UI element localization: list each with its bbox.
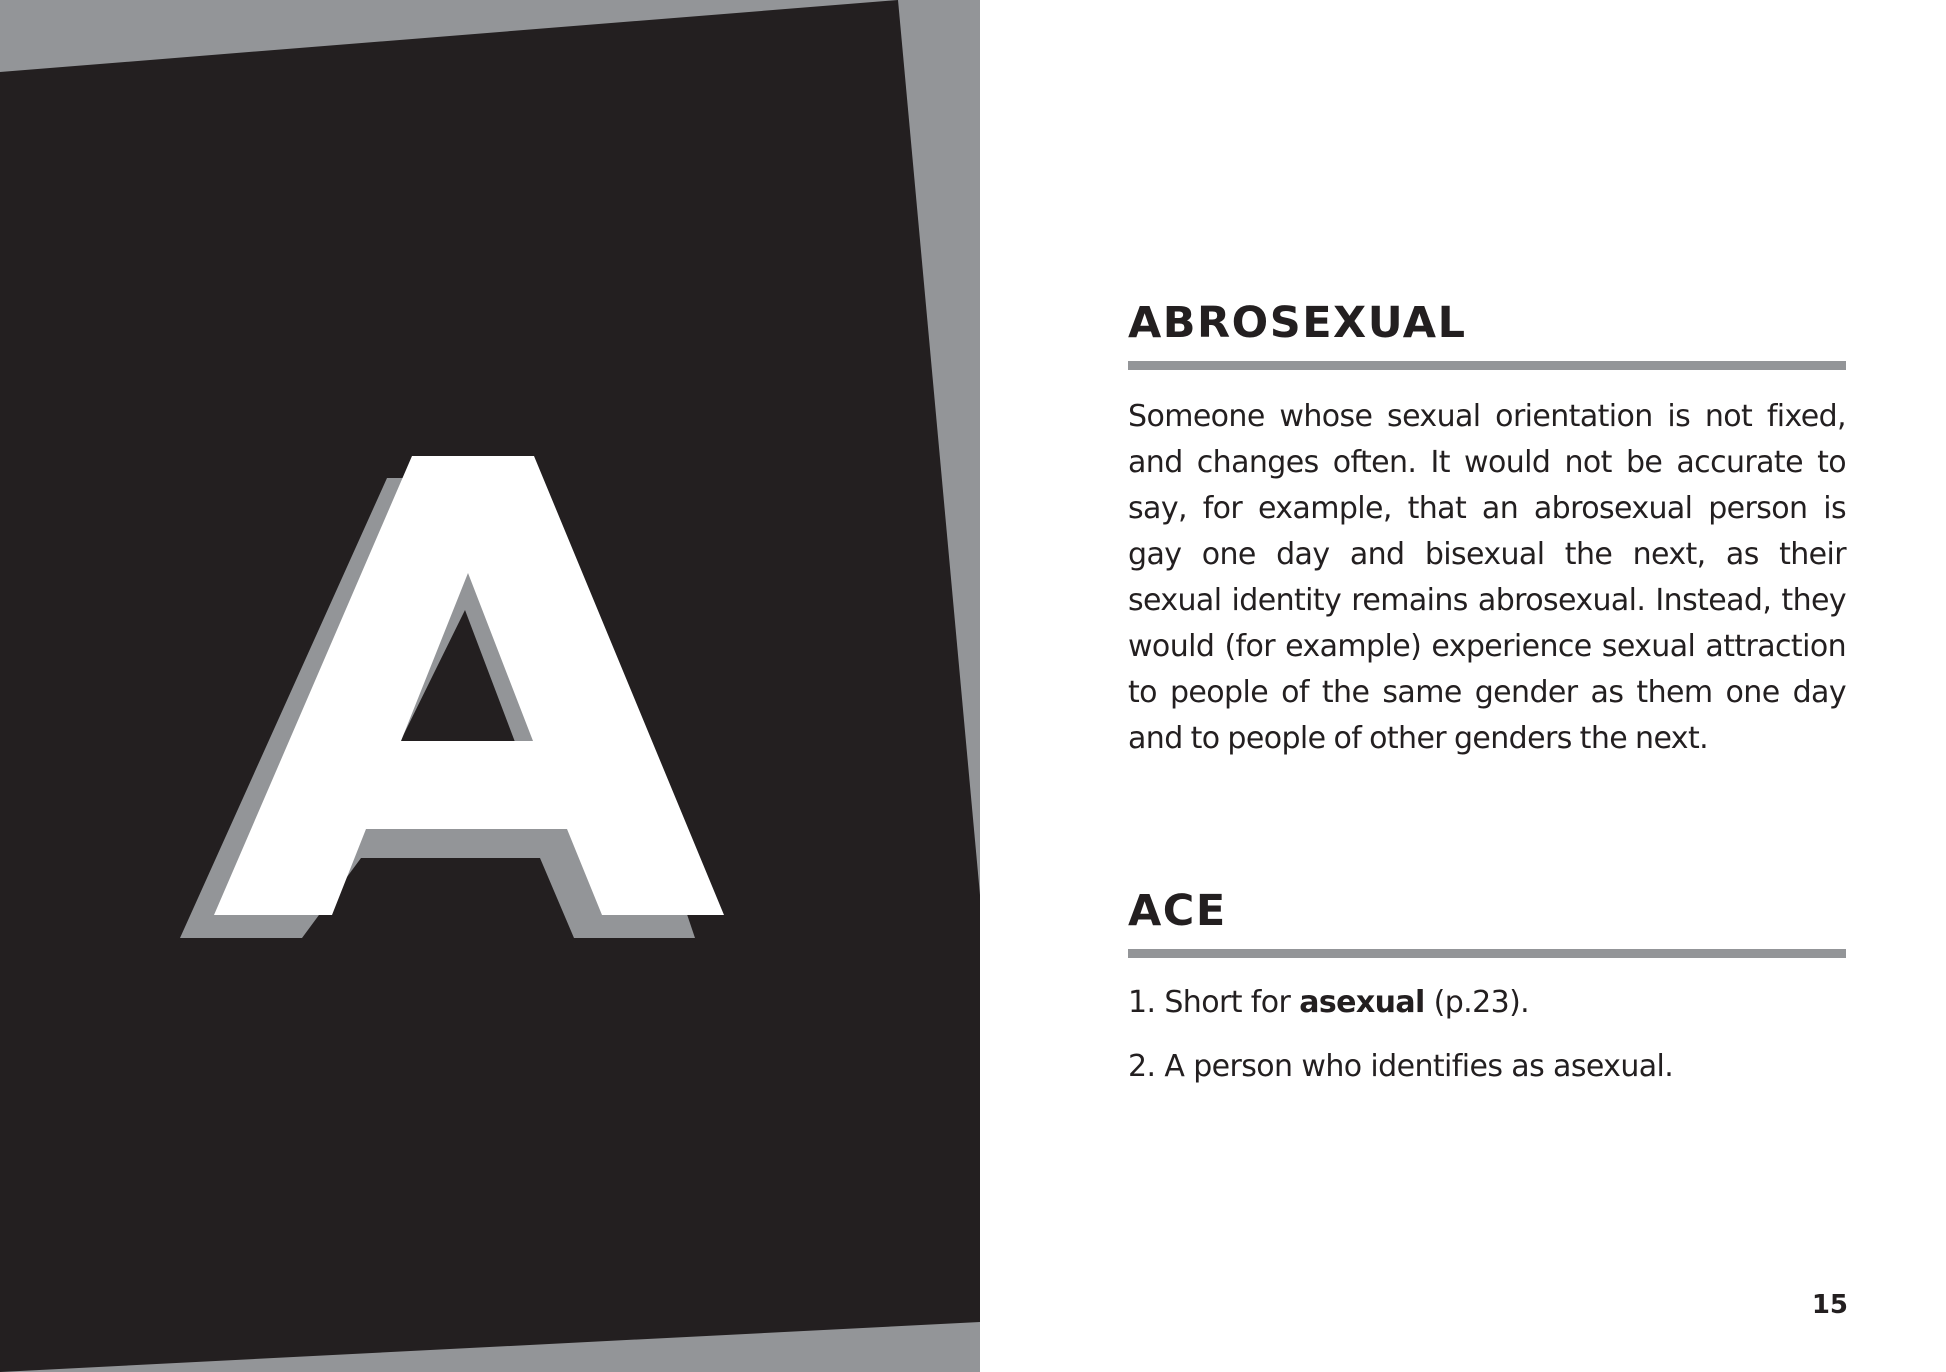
definition-item bbox=[1128, 1046, 1846, 1088]
definition-prefix: Short for bbox=[1164, 985, 1300, 1020]
entry-title: ABROSEXUAL bbox=[1128, 298, 1467, 348]
title-rule bbox=[1128, 361, 1846, 370]
entry-ace bbox=[1128, 886, 1846, 1110]
title-rule bbox=[1128, 949, 1846, 958]
definition-number: 1. bbox=[1128, 985, 1165, 1020]
definition-suffix: (p.23). bbox=[1424, 985, 1530, 1020]
definition-text: A person who identifies as asexual. bbox=[1164, 1049, 1674, 1084]
definition-number: 2. bbox=[1128, 1049, 1165, 1084]
page-number: 15 bbox=[1811, 1290, 1848, 1320]
cross-reference-term: asexual bbox=[1299, 985, 1425, 1020]
entry-definition: Someone whose sexual orientation is not fixed, and changes often. It would not be accurate to say, for example, that an abrosexual person is gay one day and bisexual the next, as their sexual identity remains abrosexual. Instead, they would (for example) experience sexual attraction to people of the same gender as them one day and to people of other genders the next. bbox=[1128, 399, 1846, 756]
definition-list bbox=[1128, 982, 1846, 1088]
entry-abrosexual bbox=[1128, 298, 1846, 762]
definition-item bbox=[1128, 982, 1846, 1024]
entry-title: ACE bbox=[1128, 886, 1227, 936]
